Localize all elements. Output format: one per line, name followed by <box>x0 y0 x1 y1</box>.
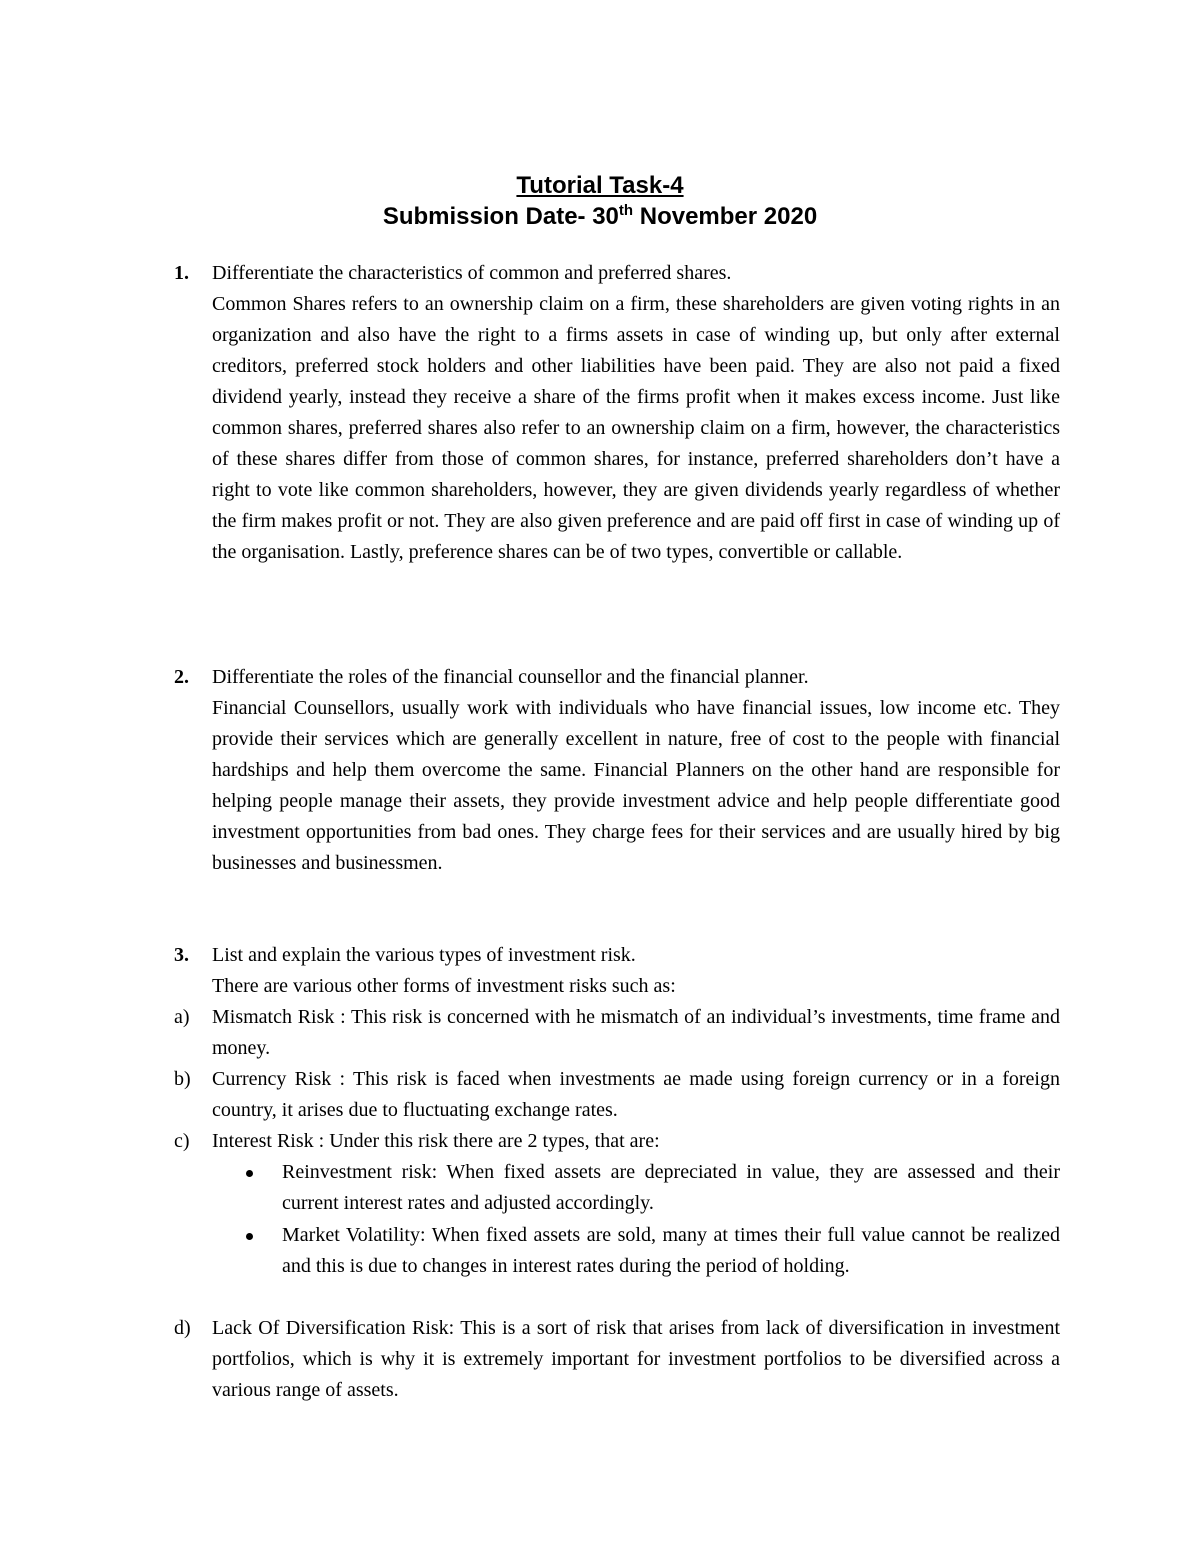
question-1-number: 1. <box>174 262 189 284</box>
risk-item-text: Currency Risk : This risk is faced when investments ae made using foreign currency or in a foreign country, it arises due to fluctuating exchange rates. <box>212 1068 1060 1121</box>
question-2-answer: Financial Counsellors, usually work with individuals who have financial issues, low income etc. They provide their services which are generally excellent in nature, free of cost to the people with financial hardships and help them overcome the same. Financial Planners on the other hand are responsible for helping people manage their assets, they provide investment advice and help people differentiate good investment opportunities from bad ones. They charge fees for their services and are usually hired by big businesses and businessmen. <box>212 697 1060 874</box>
risk-item-text: Interest Risk : Under this risk there are 2 types, that are: <box>212 1130 660 1152</box>
question-2-number: 2. <box>174 666 189 688</box>
submission-date-prefix: Submission Date- 30 <box>382 203 619 230</box>
question-3-intro: There are various other forms of investment risks such as: <box>212 975 676 997</box>
risk-item-c <box>174 1126 1060 1157</box>
bullet-icon <box>246 1170 253 1177</box>
risk-item-label: d) <box>174 1317 191 1339</box>
risk-item-b <box>174 1064 1060 1126</box>
interest-subtype-1 <box>212 1157 1060 1219</box>
bullet-icon <box>246 1233 253 1240</box>
question-3-number: 3. <box>174 944 189 966</box>
submission-date-suffix: November 2020 <box>633 203 818 230</box>
interest-subtype-2 <box>212 1220 1060 1282</box>
risk-item-text: Mismatch Risk : This risk is concerned with he mismatch of an individual’s investments, time frame and money. <box>212 1006 1060 1059</box>
question-1-answer: Common Shares refers to an ownership claim on a firm, these shareholders are given voting rights in an organization and also have the right to a firms assets in case of winding up, but only after external creditors, preferred stock holders and other liabilities have been paid. They are also not paid a fixed dividend yearly, instead they receive a share of the firms profit when it makes excess income. Just like common shares, preferred shares also refer to an ownership claim on a firm, however, the characteristics of these shares differ from those of common shares, for instance, preferred shareholders don’t have a right to vote like common shareholders, however, they are given dividends yearly regardless of whether the firm makes profit or not. They are also given preference and are paid off first in case of winding up of the organisation. Lastly, preference shares can be of two types, convertible or callable. <box>212 293 1060 563</box>
risk-item-d <box>174 1313 1060 1406</box>
risk-item-a <box>174 1002 1060 1064</box>
risk-item-text: Lack Of Diversification Risk: This is a sort of risk that arises from lack of diversification in investment portfolios, which is why it is extremely important for investment portfolios to be diversified across a various range of assets. <box>212 1317 1060 1401</box>
question-1-prompt: Differentiate the characteristics of common and preferred shares. <box>212 262 732 284</box>
risk-item-label: b) <box>174 1068 191 1090</box>
question-3 <box>174 940 1060 1002</box>
question-1 <box>174 258 1060 568</box>
question-2 <box>174 662 1060 879</box>
question-2-prompt: Differentiate the roles of the financial counsellor and the financial planner. <box>212 666 809 688</box>
risk-item-label: c) <box>174 1130 190 1152</box>
question-3-prompt: List and explain the various types of investment risk. <box>212 944 636 966</box>
interest-subtype-text: Market Volatility: When fixed assets are sold, many at times their full value cannot be realized and this is due to changes in interest rates during the period of holding. <box>282 1224 1060 1277</box>
document-title-text: Tutorial Task-4 <box>516 172 684 199</box>
submission-date <box>0 201 1200 233</box>
risk-item-label: a) <box>174 1006 190 1028</box>
document-title <box>0 170 1200 202</box>
interest-subtype-text: Reinvestment risk: When fixed assets are depreciated in value, they are assessed and their current interest rates and adjusted accordingly. <box>282 1161 1060 1214</box>
submission-date-ordinal: th <box>618 202 634 219</box>
